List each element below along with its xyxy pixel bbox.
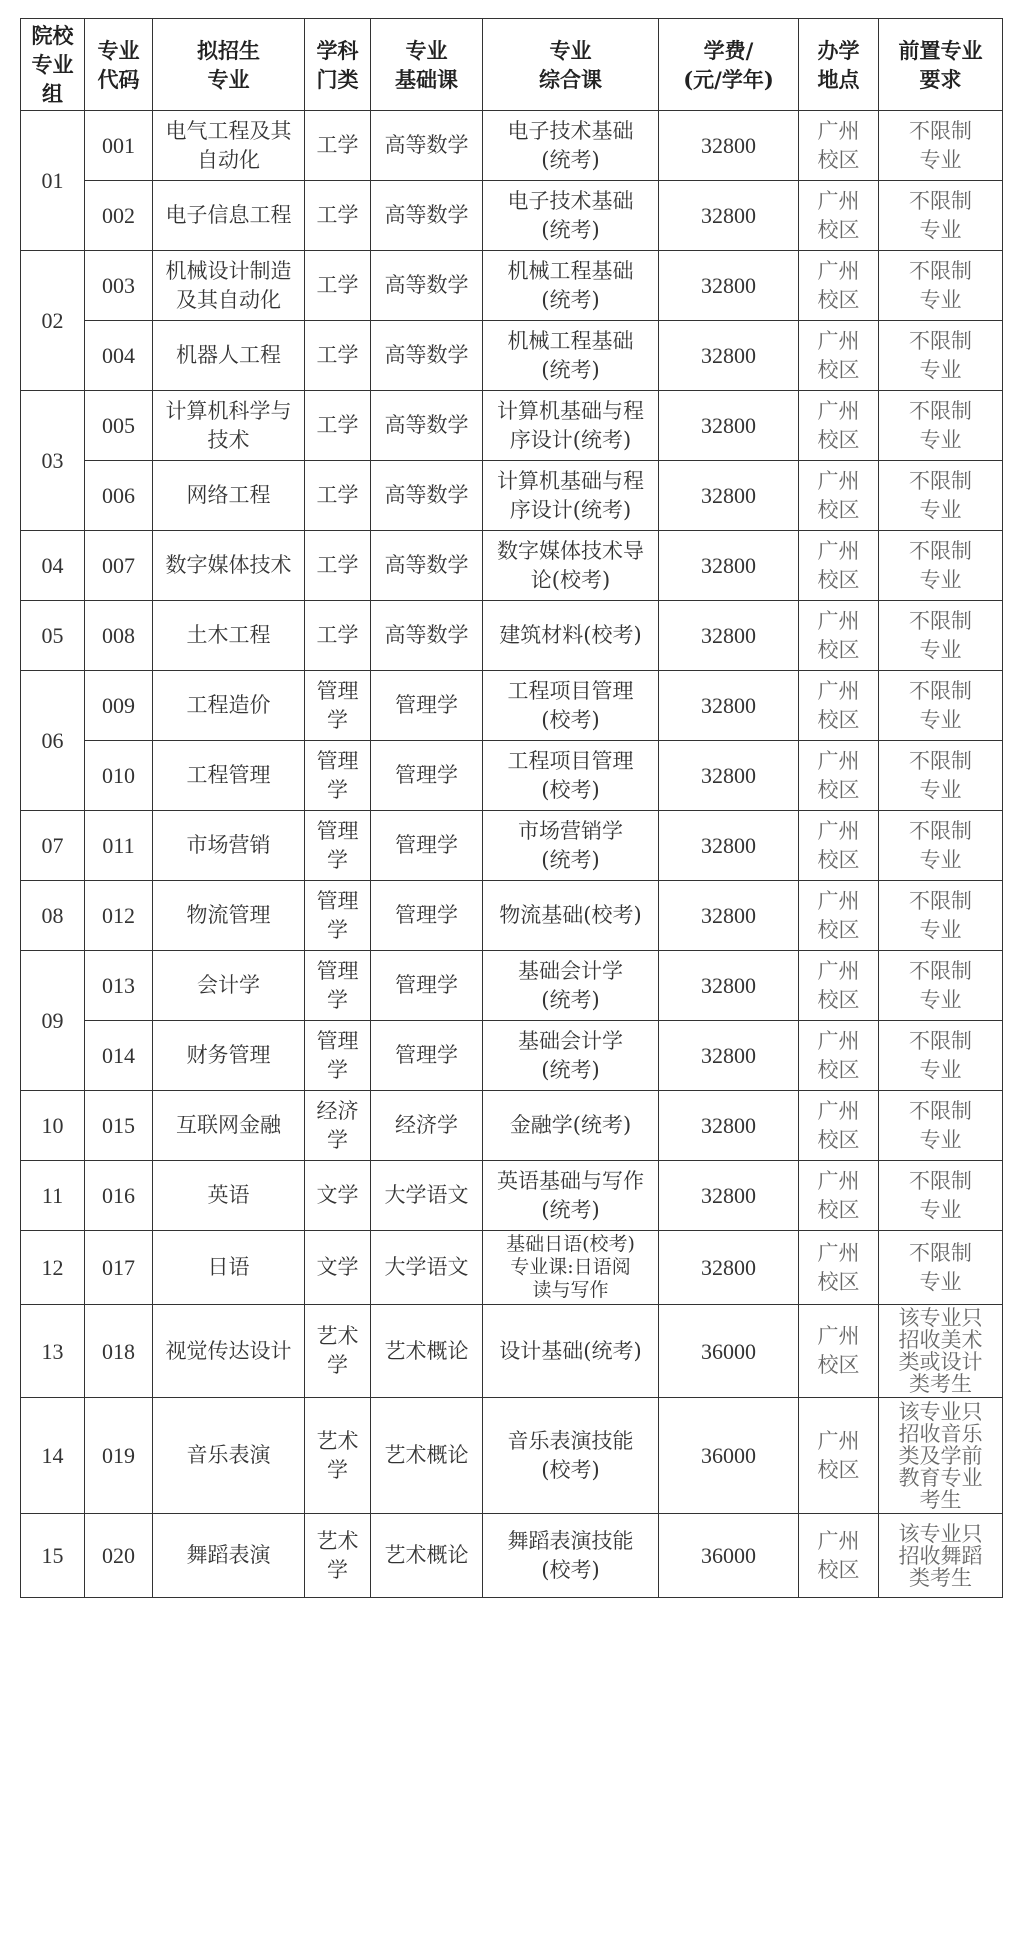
category-cell: 管理 学 [305,881,371,951]
category-cell: 文学 [305,1161,371,1231]
location-cell: 广州 校区 [799,1091,879,1161]
comprehensive-course-cell: 机械工程基础 (统考) [483,251,659,321]
code-cell: 012 [85,881,153,951]
category-cell: 工学 [305,391,371,461]
group-cell: 09 [21,951,85,1091]
category-cell: 工学 [305,601,371,671]
header-group: 院校 专业 组 [21,19,85,111]
major-cell: 机械设计制造 及其自动化 [153,251,305,321]
category-cell: 工学 [305,111,371,181]
major-cell: 工程造价 [153,671,305,741]
basic-course-cell: 高等数学 [371,181,483,251]
basic-course-cell: 管理学 [371,881,483,951]
table-row [21,251,1003,321]
basic-course-cell: 艺术概论 [371,1398,483,1514]
comprehensive-course-cell: 基础日语(校考) 专业课:日语阅 读与写作 [483,1231,659,1305]
table-row [21,741,1003,811]
major-cell: 英语 [153,1161,305,1231]
basic-course-cell: 大学语文 [371,1161,483,1231]
group-cell: 10 [21,1091,85,1161]
fee-cell: 32800 [659,671,799,741]
comprehensive-course-cell: 工程项目管理 (校考) [483,671,659,741]
code-cell: 003 [85,251,153,321]
category-cell: 管理 学 [305,951,371,1021]
fee-cell: 32800 [659,1231,799,1305]
comprehensive-course-cell: 英语基础与写作 (统考) [483,1161,659,1231]
basic-course-cell: 高等数学 [371,531,483,601]
fee-cell: 32800 [659,951,799,1021]
code-cell: 002 [85,181,153,251]
header-requirement: 前置专业 要求 [879,19,1003,111]
category-cell: 工学 [305,461,371,531]
group-cell: 12 [21,1231,85,1305]
requirement-cell: 不限制 专业 [879,881,1003,951]
category-cell: 艺术 学 [305,1398,371,1514]
location-cell: 广州 校区 [799,111,879,181]
code-cell: 007 [85,531,153,601]
header-category: 学科 门类 [305,19,371,111]
requirement-cell: 不限制 专业 [879,531,1003,601]
comprehensive-course-cell: 市场营销学 (统考) [483,811,659,881]
location-cell: 广州 校区 [799,601,879,671]
code-cell: 011 [85,811,153,881]
requirement-cell: 不限制 专业 [879,741,1003,811]
major-cell: 财务管理 [153,1021,305,1091]
header-location: 办学 地点 [799,19,879,111]
code-cell: 017 [85,1231,153,1305]
table-body [21,111,1003,1598]
comprehensive-course-cell: 计算机基础与程 序设计(统考) [483,461,659,531]
location-cell: 广州 校区 [799,1514,879,1598]
table-row [21,321,1003,391]
table-row [21,1091,1003,1161]
location-cell: 广州 校区 [799,671,879,741]
category-cell: 工学 [305,181,371,251]
basic-course-cell: 大学语文 [371,1231,483,1305]
group-cell: 03 [21,391,85,531]
basic-course-cell: 艺术概论 [371,1305,483,1398]
location-cell: 广州 校区 [799,321,879,391]
table-row [21,181,1003,251]
code-cell: 004 [85,321,153,391]
location-cell: 广州 校区 [799,1161,879,1231]
requirement-cell: 不限制 专业 [879,461,1003,531]
table-row [21,1305,1003,1398]
fee-cell: 32800 [659,461,799,531]
fee-cell: 32800 [659,881,799,951]
requirement-cell: 不限制 专业 [879,1231,1003,1305]
requirement-cell: 不限制 专业 [879,1091,1003,1161]
table-row [21,461,1003,531]
category-cell: 文学 [305,1231,371,1305]
major-cell: 网络工程 [153,461,305,531]
group-cell: 11 [21,1161,85,1231]
fee-cell: 32800 [659,1161,799,1231]
requirement-cell: 不限制 专业 [879,181,1003,251]
major-cell: 机器人工程 [153,321,305,391]
header-row [21,19,1003,111]
group-cell: 04 [21,531,85,601]
header-comprehensive-course: 专业 综合课 [483,19,659,111]
table-row [21,111,1003,181]
location-cell: 广州 校区 [799,881,879,951]
fee-cell: 36000 [659,1514,799,1598]
basic-course-cell: 高等数学 [371,321,483,391]
code-cell: 015 [85,1091,153,1161]
major-cell: 电子信息工程 [153,181,305,251]
location-cell: 广州 校区 [799,1305,879,1398]
group-cell: 15 [21,1514,85,1598]
comprehensive-course-cell: 建筑材料(校考) [483,601,659,671]
requirement-cell: 不限制 专业 [879,811,1003,881]
comprehensive-course-cell: 基础会计学 (统考) [483,1021,659,1091]
comprehensive-course-cell: 金融学(统考) [483,1091,659,1161]
basic-course-cell: 管理学 [371,741,483,811]
basic-course-cell: 高等数学 [371,601,483,671]
fee-cell: 36000 [659,1305,799,1398]
basic-course-cell: 管理学 [371,1021,483,1091]
group-cell: 08 [21,881,85,951]
category-cell: 管理 学 [305,671,371,741]
major-cell: 互联网金融 [153,1091,305,1161]
group-cell: 14 [21,1398,85,1514]
code-cell: 009 [85,671,153,741]
table-row [21,671,1003,741]
fee-cell: 32800 [659,1021,799,1091]
major-cell: 音乐表演 [153,1398,305,1514]
fee-cell: 32800 [659,811,799,881]
comprehensive-course-cell: 计算机基础与程 序设计(统考) [483,391,659,461]
code-cell: 008 [85,601,153,671]
fee-cell: 32800 [659,391,799,461]
requirement-cell: 不限制 专业 [879,671,1003,741]
major-cell: 日语 [153,1231,305,1305]
comprehensive-course-cell: 机械工程基础 (统考) [483,321,659,391]
category-cell: 工学 [305,321,371,391]
header-code: 专业 代码 [85,19,153,111]
requirement-cell: 该专业只 招收音乐 类及学前 教育专业 考生 [879,1398,1003,1514]
comprehensive-course-cell: 电子技术基础 (统考) [483,181,659,251]
table-row [21,1231,1003,1305]
category-cell: 经济 学 [305,1091,371,1161]
code-cell: 019 [85,1398,153,1514]
comprehensive-course-cell: 基础会计学 (统考) [483,951,659,1021]
admissions-table [20,18,1003,1598]
major-cell: 会计学 [153,951,305,1021]
code-cell: 014 [85,1021,153,1091]
code-cell: 010 [85,741,153,811]
table-row [21,811,1003,881]
basic-course-cell: 高等数学 [371,391,483,461]
comprehensive-course-cell: 物流基础(校考) [483,881,659,951]
table-row [21,1161,1003,1231]
location-cell: 广州 校区 [799,1398,879,1514]
basic-course-cell: 经济学 [371,1091,483,1161]
basic-course-cell: 高等数学 [371,461,483,531]
requirement-cell: 不限制 专业 [879,601,1003,671]
major-cell: 舞蹈表演 [153,1514,305,1598]
table-row [21,391,1003,461]
category-cell: 艺术 学 [305,1514,371,1598]
category-cell: 管理 学 [305,1021,371,1091]
fee-cell: 36000 [659,1398,799,1514]
table-row [21,951,1003,1021]
location-cell: 广州 校区 [799,951,879,1021]
major-cell: 视觉传达设计 [153,1305,305,1398]
comprehensive-course-cell: 舞蹈表演技能 (校考) [483,1514,659,1598]
requirement-cell: 该专业只 招收美术 类或设计 类考生 [879,1305,1003,1398]
comprehensive-course-cell: 工程项目管理 (校考) [483,741,659,811]
category-cell: 管理 学 [305,811,371,881]
group-cell: 06 [21,671,85,811]
code-cell: 020 [85,1514,153,1598]
group-cell: 13 [21,1305,85,1398]
category-cell: 工学 [305,251,371,321]
location-cell: 广州 校区 [799,181,879,251]
table-row [21,601,1003,671]
basic-course-cell: 艺术概论 [371,1514,483,1598]
header-fee: 学费/ (元/学年) [659,19,799,111]
fee-cell: 32800 [659,741,799,811]
code-cell: 013 [85,951,153,1021]
major-cell: 计算机科学与 技术 [153,391,305,461]
code-cell: 001 [85,111,153,181]
fee-cell: 32800 [659,321,799,391]
code-cell: 016 [85,1161,153,1231]
fee-cell: 32800 [659,251,799,321]
code-cell: 018 [85,1305,153,1398]
requirement-cell: 不限制 专业 [879,1161,1003,1231]
table-row [21,881,1003,951]
basic-course-cell: 管理学 [371,951,483,1021]
comprehensive-course-cell: 电子技术基础 (统考) [483,111,659,181]
comprehensive-course-cell: 数字媒体技术导 论(校考) [483,531,659,601]
location-cell: 广州 校区 [799,741,879,811]
location-cell: 广州 校区 [799,1021,879,1091]
table-row [21,1021,1003,1091]
table-row [21,1514,1003,1598]
basic-course-cell: 高等数学 [371,251,483,321]
requirement-cell: 不限制 专业 [879,251,1003,321]
basic-course-cell: 管理学 [371,671,483,741]
fee-cell: 32800 [659,111,799,181]
requirement-cell: 不限制 专业 [879,111,1003,181]
category-cell: 管理 学 [305,741,371,811]
fee-cell: 32800 [659,601,799,671]
requirement-cell: 该专业只 招收舞蹈 类考生 [879,1514,1003,1598]
major-cell: 物流管理 [153,881,305,951]
code-cell: 006 [85,461,153,531]
fee-cell: 32800 [659,531,799,601]
category-cell: 工学 [305,531,371,601]
header-basic-course: 专业 基础课 [371,19,483,111]
group-cell: 01 [21,111,85,251]
group-cell: 02 [21,251,85,391]
comprehensive-course-cell: 音乐表演技能 (校考) [483,1398,659,1514]
header-major: 拟招生 专业 [153,19,305,111]
major-cell: 市场营销 [153,811,305,881]
group-cell: 07 [21,811,85,881]
comprehensive-course-cell: 设计基础(统考) [483,1305,659,1398]
location-cell: 广州 校区 [799,1231,879,1305]
major-cell: 土木工程 [153,601,305,671]
code-cell: 005 [85,391,153,461]
location-cell: 广州 校区 [799,461,879,531]
fee-cell: 32800 [659,181,799,251]
table-row [21,1398,1003,1514]
requirement-cell: 不限制 专业 [879,391,1003,461]
major-cell: 数字媒体技术 [153,531,305,601]
location-cell: 广州 校区 [799,391,879,461]
requirement-cell: 不限制 专业 [879,321,1003,391]
location-cell: 广州 校区 [799,531,879,601]
basic-course-cell: 管理学 [371,811,483,881]
requirement-cell: 不限制 专业 [879,1021,1003,1091]
table-row [21,531,1003,601]
major-cell: 电气工程及其 自动化 [153,111,305,181]
requirement-cell: 不限制 专业 [879,951,1003,1021]
location-cell: 广州 校区 [799,811,879,881]
basic-course-cell: 高等数学 [371,111,483,181]
fee-cell: 32800 [659,1091,799,1161]
location-cell: 广州 校区 [799,251,879,321]
category-cell: 艺术 学 [305,1305,371,1398]
group-cell: 05 [21,601,85,671]
major-cell: 工程管理 [153,741,305,811]
